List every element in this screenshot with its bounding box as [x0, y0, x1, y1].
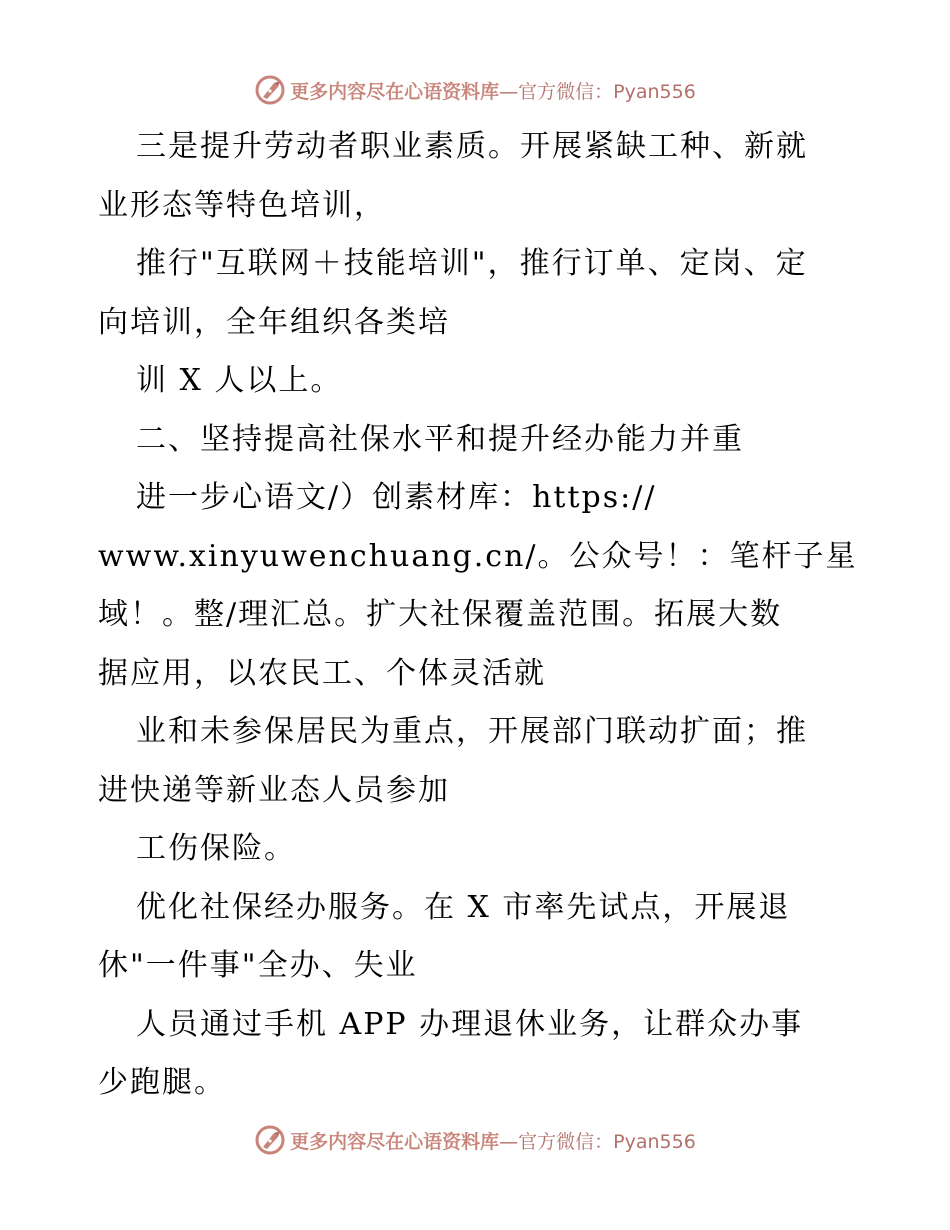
paragraph-line: 进快递等新业态人员参加 — [98, 772, 450, 808]
paragraph-line: 工伤保险。 — [136, 831, 296, 866]
paragraph-line: 业和未参保居民为重点，开展部门联动扩面；推 — [136, 714, 808, 749]
banner-main-text: 更多内容尽在心语资料库 — [290, 1130, 500, 1153]
paragraph-line: 休"一件事"全办、失业 — [98, 948, 418, 983]
footer-banner — [0, 1120, 950, 1160]
header-banner — [0, 70, 950, 110]
paragraph-line: 进一步心语文/）创素材库：https:// — [136, 480, 657, 515]
paragraph-line: 推行"互联网＋技能培训"，推行订单、定岗、定 — [136, 246, 808, 281]
paragraph-line: 训 X 人以上。 — [136, 363, 343, 398]
paragraph-line: 少跑腿。 — [98, 1065, 226, 1100]
banner-main-text: 更多内容尽在心语资料库 — [290, 80, 500, 103]
paragraph-line: www.xinyuwenchuang.cn/。公众号！：笔杆子星 — [98, 538, 858, 574]
paragraph-line: 域！。整/理汇总。扩大社保覆盖范围。拓展大数 — [98, 597, 783, 632]
paragraph-line: 人员通过手机 APP 办理退休业务，让群众办事 — [136, 1006, 804, 1042]
paragraph-line: 向培训，全年组织各类培 — [98, 304, 450, 340]
banner-sub-text: —官方微信：Pyan556 — [499, 80, 696, 103]
banner-sub-text: —官方微信：Pyan556 — [499, 1130, 696, 1153]
pen-nib-logo-icon — [254, 74, 286, 106]
document-body — [98, 118, 858, 1113]
paragraph-line: 业形态等特色培训， — [98, 187, 386, 223]
pen-nib-logo-icon — [254, 1124, 286, 1156]
paragraph-line: 三是提升劳动者职业素质。开展紧缺工种、新就 — [136, 129, 808, 164]
paragraph-line: 据应用，以农民工、个体灵活就 — [98, 655, 546, 691]
paragraph-line: 优化社保经办服务。在 X 市率先试点，开展退 — [136, 889, 791, 925]
section-heading: 二、坚持提高社保水平和提升经办能力并重 — [136, 421, 744, 457]
